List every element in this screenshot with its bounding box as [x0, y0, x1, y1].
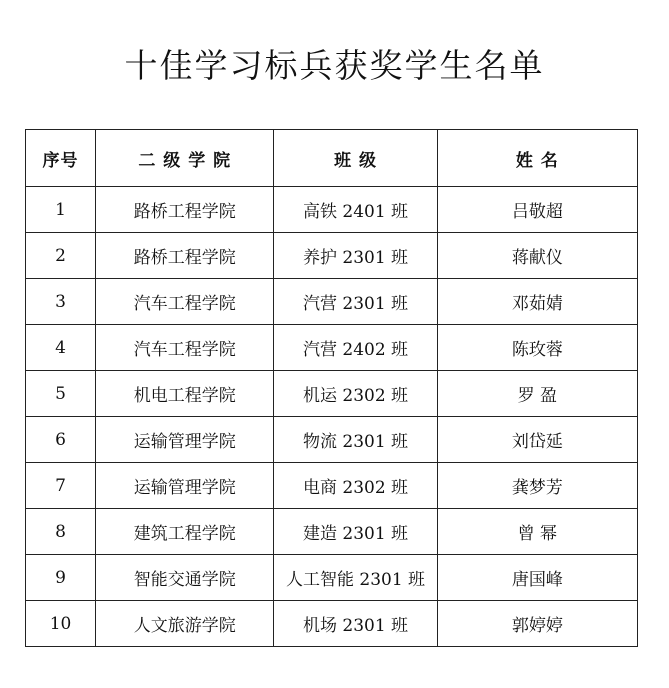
cell-class: 机场 2301 班 — [274, 601, 437, 647]
cell-name: 唐国峰 — [437, 555, 637, 601]
cell-seq: 4 — [26, 325, 96, 371]
header-name: 姓 名 — [437, 130, 637, 187]
cell-seq: 9 — [26, 555, 96, 601]
table-row — [26, 325, 638, 371]
cell-name: 罗 盈 — [437, 371, 637, 417]
cell-school: 路桥工程学院 — [96, 187, 274, 233]
table-row — [26, 555, 638, 601]
cell-school: 汽车工程学院 — [96, 279, 274, 325]
cell-seq: 3 — [26, 279, 96, 325]
header-school: 二 级 学 院 — [96, 130, 274, 187]
table-row — [26, 187, 638, 233]
table-row — [26, 463, 638, 509]
cell-name: 陈玫蓉 — [437, 325, 637, 371]
header-class: 班 级 — [274, 130, 437, 187]
cell-school: 人文旅游学院 — [96, 601, 274, 647]
table-row — [26, 371, 638, 417]
header-seq: 序号 — [26, 130, 96, 187]
cell-class: 建造 2301 班 — [274, 509, 437, 555]
cell-school: 机电工程学院 — [96, 371, 274, 417]
cell-name: 邓茹婧 — [437, 279, 637, 325]
table-row — [26, 417, 638, 463]
cell-name: 郭婷婷 — [437, 601, 637, 647]
cell-class: 高铁 2401 班 — [274, 187, 437, 233]
cell-class: 物流 2301 班 — [274, 417, 437, 463]
cell-seq: 7 — [26, 463, 96, 509]
cell-school: 运输管理学院 — [96, 463, 274, 509]
cell-seq: 5 — [26, 371, 96, 417]
cell-name: 蒋献仪 — [437, 233, 637, 279]
cell-seq: 6 — [26, 417, 96, 463]
table-body — [26, 187, 638, 647]
table-row — [26, 601, 638, 647]
cell-seq: 1 — [26, 187, 96, 233]
cell-school: 汽车工程学院 — [96, 325, 274, 371]
cell-name: 曾 幂 — [437, 509, 637, 555]
award-roster-table — [25, 129, 638, 647]
cell-school: 建筑工程学院 — [96, 509, 274, 555]
cell-class: 人工智能 2301 班 — [274, 555, 437, 601]
cell-school: 运输管理学院 — [96, 417, 274, 463]
cell-name: 龚梦芳 — [437, 463, 637, 509]
cell-seq: 2 — [26, 233, 96, 279]
cell-class: 汽营 2402 班 — [274, 325, 437, 371]
cell-class: 电商 2302 班 — [274, 463, 437, 509]
cell-school: 路桥工程学院 — [96, 233, 274, 279]
cell-class: 机运 2302 班 — [274, 371, 437, 417]
cell-seq: 10 — [26, 601, 96, 647]
cell-school: 智能交通学院 — [96, 555, 274, 601]
cell-seq: 8 — [26, 509, 96, 555]
cell-class: 养护 2301 班 — [274, 233, 437, 279]
cell-name: 刘岱延 — [437, 417, 637, 463]
table-header-row — [26, 130, 638, 187]
cell-class: 汽营 2301 班 — [274, 279, 437, 325]
cell-name: 吕敬超 — [437, 187, 637, 233]
table-row — [26, 509, 638, 555]
table-row — [26, 233, 638, 279]
table-row — [26, 279, 638, 325]
document-title: 十佳学习标兵获奖学生名单 — [124, 46, 545, 85]
